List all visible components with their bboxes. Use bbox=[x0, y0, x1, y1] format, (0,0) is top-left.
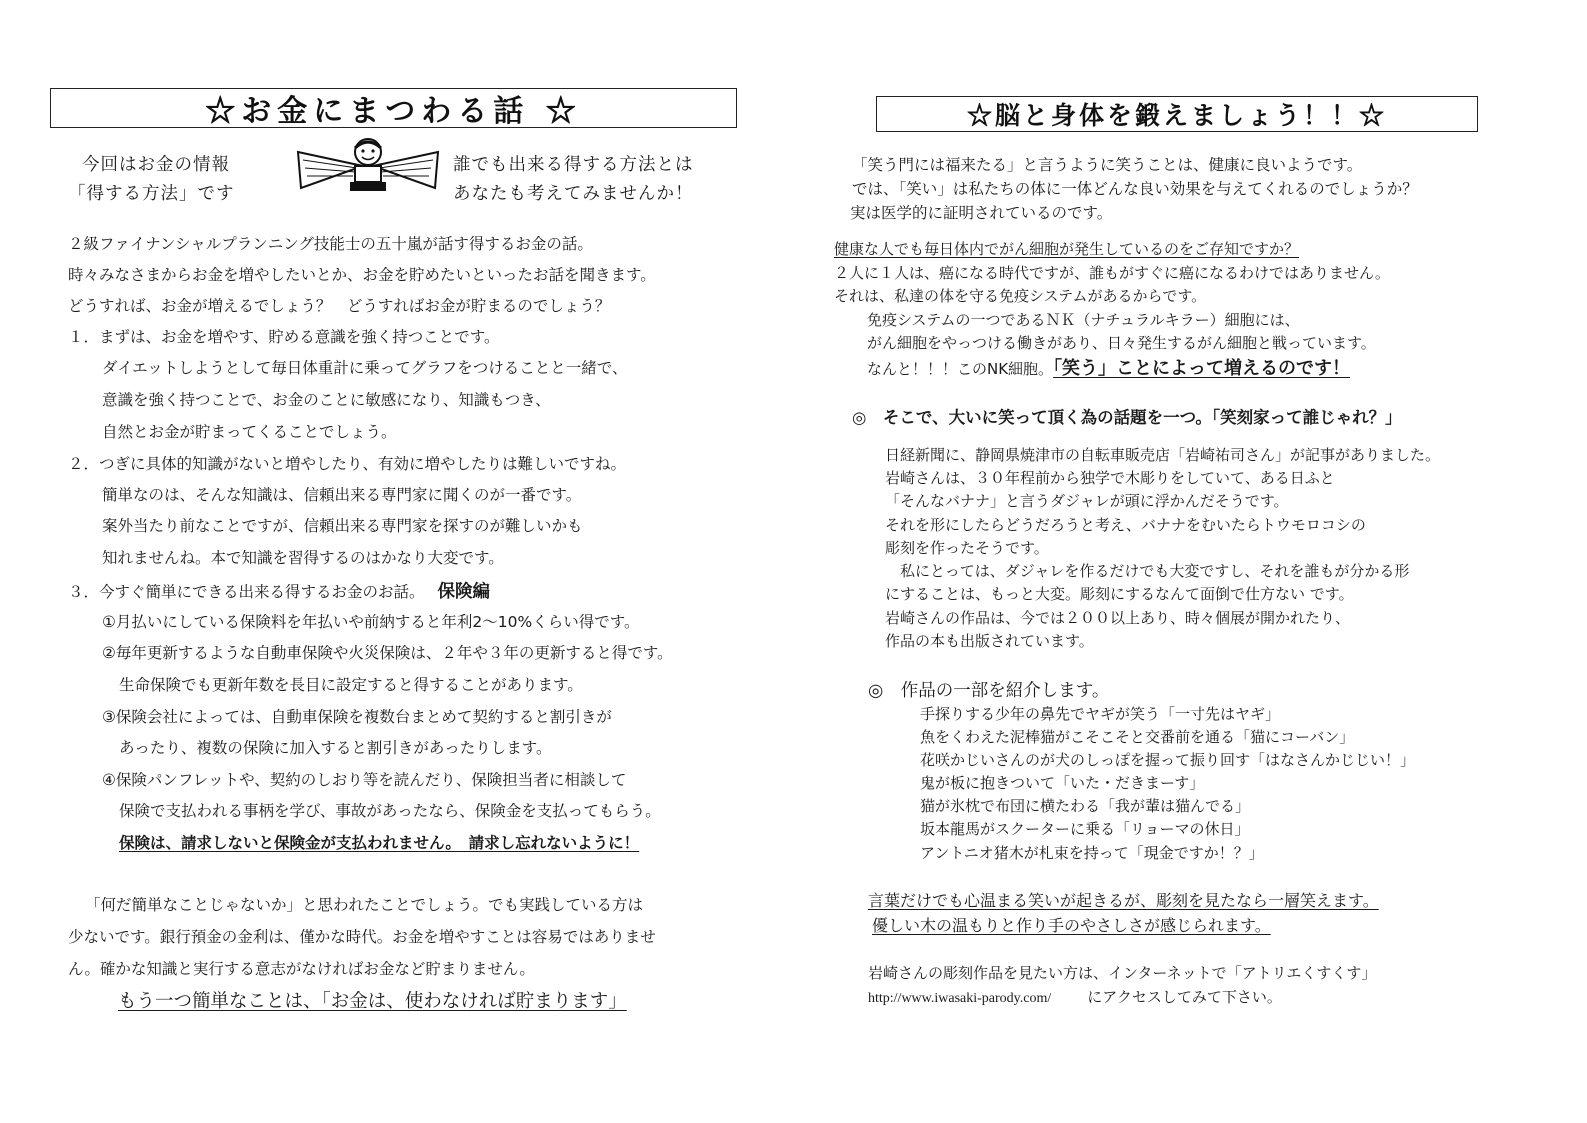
story-line-2: 岩崎さんは、３０年程前から独学で木彫りをしていて、ある日ふと bbox=[885, 469, 1335, 487]
item3-tag: 保険編 bbox=[437, 582, 490, 602]
story-line-6: 私にとっては、ダジャレを作るだけでも大変ですし、それを誰もが分かる形 bbox=[885, 562, 1410, 580]
left-title: ☆お金にまつわる話 ☆ bbox=[205, 94, 582, 129]
left-line-10: 案外当たり前なことですが、信頼出来る専門家を探すのが難しいかも bbox=[102, 517, 583, 535]
left-line-4: １．まずは、お金を増やす、貯める意識を強く持つことです。 bbox=[68, 328, 500, 346]
left-line-6: 意識を強く持つことで、お金のことに敏感になり、知識もつき、 bbox=[102, 391, 551, 409]
story-line-8: 岩崎さんの作品は、今では２００以上あり、時々個展が開かれたり、 bbox=[885, 609, 1351, 627]
story-line-4: それを形にしたらどうだろうと考え、バナナをむいたらトウモロコシの bbox=[885, 516, 1366, 534]
right-closing-2: 優しい木の温もりと作り手のやさしさが感じられます。 bbox=[872, 916, 1271, 935]
story-line-1: 日経新聞に、静岡県焼津市の自転車販売店「岩崎祐司さん」が記事がありました。 bbox=[885, 446, 1441, 464]
left-title-box bbox=[50, 88, 737, 128]
work-item-6: 坂本龍馬がスクーターに乗る「リョーマの休日」 bbox=[920, 820, 1250, 838]
story-line-3: 「そんなバナナ」と言うダジャレが頭に浮かんだそうです。 bbox=[885, 492, 1289, 510]
story-line-9: 作品の本も出版されています。 bbox=[885, 632, 1094, 650]
works-heading: ◎ 作品の一部を紹介します。 bbox=[868, 681, 1110, 701]
left-line-7: 自然とお金が貯まってくることでしょう。 bbox=[102, 423, 397, 441]
nk-emphasis: 「笑う」ことによって増えるのです！ bbox=[1053, 358, 1351, 379]
left-line-5: ダイエットしようとして毎日体重計に乗ってグラフをつけることと一緒で、 bbox=[102, 359, 628, 377]
sub-line-6: ④保険パンフレットや、契約のしおり等を読んだり、保険担当者に相談して bbox=[102, 771, 627, 789]
left-line-2: 時々みなさまからお金を増やしたいとか、お金を貯めたいといったお話を聞きます。 bbox=[68, 266, 656, 284]
health-line-4: 免疫システムの一つであるＮＫ（ナチュラルキラー）細胞には、 bbox=[867, 311, 1300, 329]
health-line-3: それは、私達の体を守る免疫システムがあるからです。 bbox=[834, 287, 1207, 305]
sub-line-3: 生命保険でも更新年数を長目に設定すると得することがあります。 bbox=[119, 676, 583, 694]
intro-right-2: あなたも考えてみませんか！ bbox=[453, 184, 694, 204]
left-line-1: ２級ファイナンシャルプランニング技能士の五十嵐が話す得するお金の話。 bbox=[68, 235, 593, 253]
intro-left-1: 今回はお金の情報 bbox=[82, 155, 230, 175]
closing-line-3: ん。確かな知識と実行する意志がなければお金など貯まりません。 bbox=[68, 960, 535, 978]
work-item-7: アントニオ猪木が札束を持って「現金ですか！？」 bbox=[920, 844, 1264, 862]
right-title-box bbox=[876, 96, 1478, 132]
health-line-1 bbox=[834, 238, 1299, 259]
warning-text: 保険は、請求しないと保険金が支払われません。 請求し忘れないように！ bbox=[119, 834, 640, 852]
item3-line bbox=[68, 578, 490, 603]
right-intro-2: では、「笑い」は私たちの体に一体どんな良い効果を与えてくれるのでしょうか？ bbox=[852, 180, 1418, 198]
access-line: 岩崎さんの彫刻作品を見たい方は、インターネットで「アトリエくすくす」 bbox=[868, 964, 1377, 982]
access-suffix: にアクセスしてみて下さい。 bbox=[1087, 988, 1282, 1006]
health-line-1-text: 健康な人でも毎日体内でがん細胞が発生しているのをご存知ですか？ bbox=[834, 240, 1300, 258]
health-line-2: ２人に１人は、癌になる時代ですが、誰もがすぐに癌になるわけではありません。 bbox=[834, 264, 1390, 282]
work-item-1: 手探りする少年の鼻先でヤギが笑う「一寸先はヤギ」 bbox=[920, 705, 1281, 723]
final-line: もう一つ簡単なことは、「お金は、使わなければ貯まります」 bbox=[118, 991, 627, 1012]
right-closing-1: 言葉だけでも心温まる笑いが起きるが、彫刻を見たなら一層笑えます。 bbox=[868, 891, 1379, 910]
story-line-5: 彫刻を作ったそうです。 bbox=[885, 539, 1049, 557]
left-line-8: ２．つぎに具体的知識がないと増やしたり、有効に増やしたりは難しいですね。 bbox=[68, 455, 627, 473]
story-line-7: にすることは、もっと大変。彫刻にするなんて面倒で仕方ない です。 bbox=[885, 585, 1354, 603]
mascot-figure-icon bbox=[293, 136, 443, 196]
sub-line-5: あったり、複数の保険に加入すると割引きがあったりします。 bbox=[119, 739, 552, 757]
work-item-2: 魚をくわえた泥棒猫がこそこそと交番前を通る「猫にコーバン」 bbox=[920, 728, 1355, 746]
intro-right-1: 誰でも出来る得する方法とは bbox=[453, 155, 694, 175]
closing-line-1: 「何だ簡単なことじゃないか」と思われたことでしょう。でも実践している方は bbox=[85, 896, 644, 914]
right-intro-1: 「笑う門には福来たる」と言うように笑うことは、健康に良いようです。 bbox=[852, 156, 1363, 174]
right-intro-3: 実は医学的に証明されているのです。 bbox=[850, 204, 1113, 222]
nk-prefix: なんと！！！このNK細胞。 bbox=[867, 360, 1054, 378]
work-item-5: 猫が氷枕で布団に横たわる「我が輩は猫んでる」 bbox=[920, 797, 1251, 815]
work-item-3: 花咲かじいさんのが犬のしっぽを握って振り回す「はなさんかじじい！」 bbox=[920, 751, 1416, 769]
topic-heading: ◎ そこで、大いに笑って頂く為の話題を一つ。「笑刻家って誰じゃれ？」 bbox=[852, 408, 1402, 427]
right-title: ☆脳と身体を鍛えましょう！！☆ bbox=[966, 101, 1387, 130]
intro-left-2: 「得する方法」です bbox=[68, 184, 235, 204]
left-line-9: 簡単なのは、そんな知識は、信頼出来る専門家に聞くのが一番です。 bbox=[102, 486, 582, 504]
nk-line bbox=[867, 354, 1350, 380]
closing-line-2: 少ないです。銀行預金の金利は、僅かな時代。お金を増やすことは容易ではありませ bbox=[68, 928, 656, 946]
work-item-4: 鬼が板に抱きついて「いた・だきまーす」 bbox=[920, 774, 1205, 792]
left-line-3: どうすれば、お金が増えるでしょう？ どうすればお金が貯まるのでしょう？ bbox=[68, 297, 611, 315]
sub-line-7: 保険で支払われる事柄を学び、事故があったなら、保険金を支払ってもらう。 bbox=[119, 802, 661, 820]
sub-line-2: ②毎年更新するような自動車保険や火災保険は、２年や３年の更新すると得です。 bbox=[102, 644, 673, 662]
url-line bbox=[868, 986, 1282, 1007]
health-line-5: がん細胞をやっつける働きがあり、日々発生するがん細胞と戦っています。 bbox=[867, 334, 1376, 352]
item3-text: ３．今すぐ簡単にできる出来る得するお金のお話。 bbox=[68, 583, 425, 601]
left-line-11: 知れませんね。本で知識を習得するのはかなり大変です。 bbox=[102, 549, 504, 567]
website-url[interactable]: http://www.iwasaki-parody.com/ bbox=[868, 991, 1052, 1006]
sub-line-1: ①月払いにしている保険料を年払いや前納すると年利2～10%くらい得です。 bbox=[102, 613, 640, 631]
sub-line-4: ③保険会社によっては、自動車保険を複数台まとめて契約すると割引きが bbox=[102, 708, 612, 726]
